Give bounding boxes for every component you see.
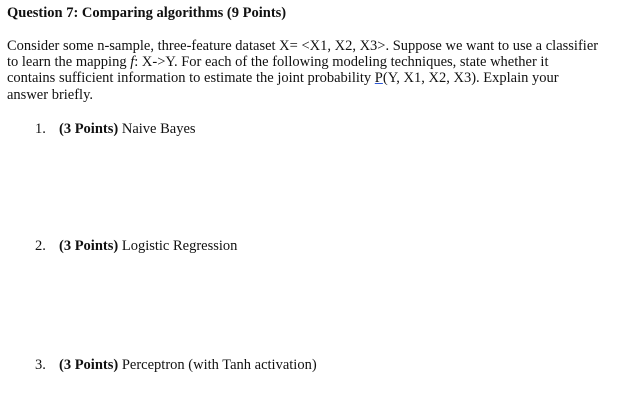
probability-symbol: P: [374, 70, 383, 87]
item-label: Logistic Regression: [121, 238, 238, 254]
item-points: (3 Points): [59, 121, 119, 137]
list-item-naive-bayes: [35, 121, 196, 138]
prompt-line-2: to learn the mapping f: X->Y. For each of the following modeling techniques, state whether it: [7, 54, 549, 71]
question-prompt: [7, 38, 619, 103]
item-number: 2.: [35, 238, 46, 254]
list-item-perceptron: [35, 357, 317, 374]
item-number: 1.: [35, 121, 46, 137]
mapping-symbol: f: [130, 54, 135, 71]
item-points: (3 Points): [59, 357, 119, 373]
item-number: 3.: [35, 357, 46, 373]
prompt-line-1: Consider some n-sample, three-feature dataset X= <X1, X2, X3>. Suppose we want to use a classifier: [7, 38, 599, 54]
prompt-line-3: contains sufficient information to estimate the joint probability P(Y, X1, X2, X3). Explain your: [7, 70, 559, 87]
item-label: Naive Bayes: [121, 121, 196, 137]
item-points: (3 Points): [59, 238, 119, 254]
question-title: Question 7: Comparing algorithms (9 Points): [7, 5, 287, 21]
prompt-line-4: answer briefly.: [7, 86, 94, 103]
item-label: Perceptron (with Tanh activation): [121, 357, 317, 373]
list-item-logistic-regression: [35, 238, 237, 255]
